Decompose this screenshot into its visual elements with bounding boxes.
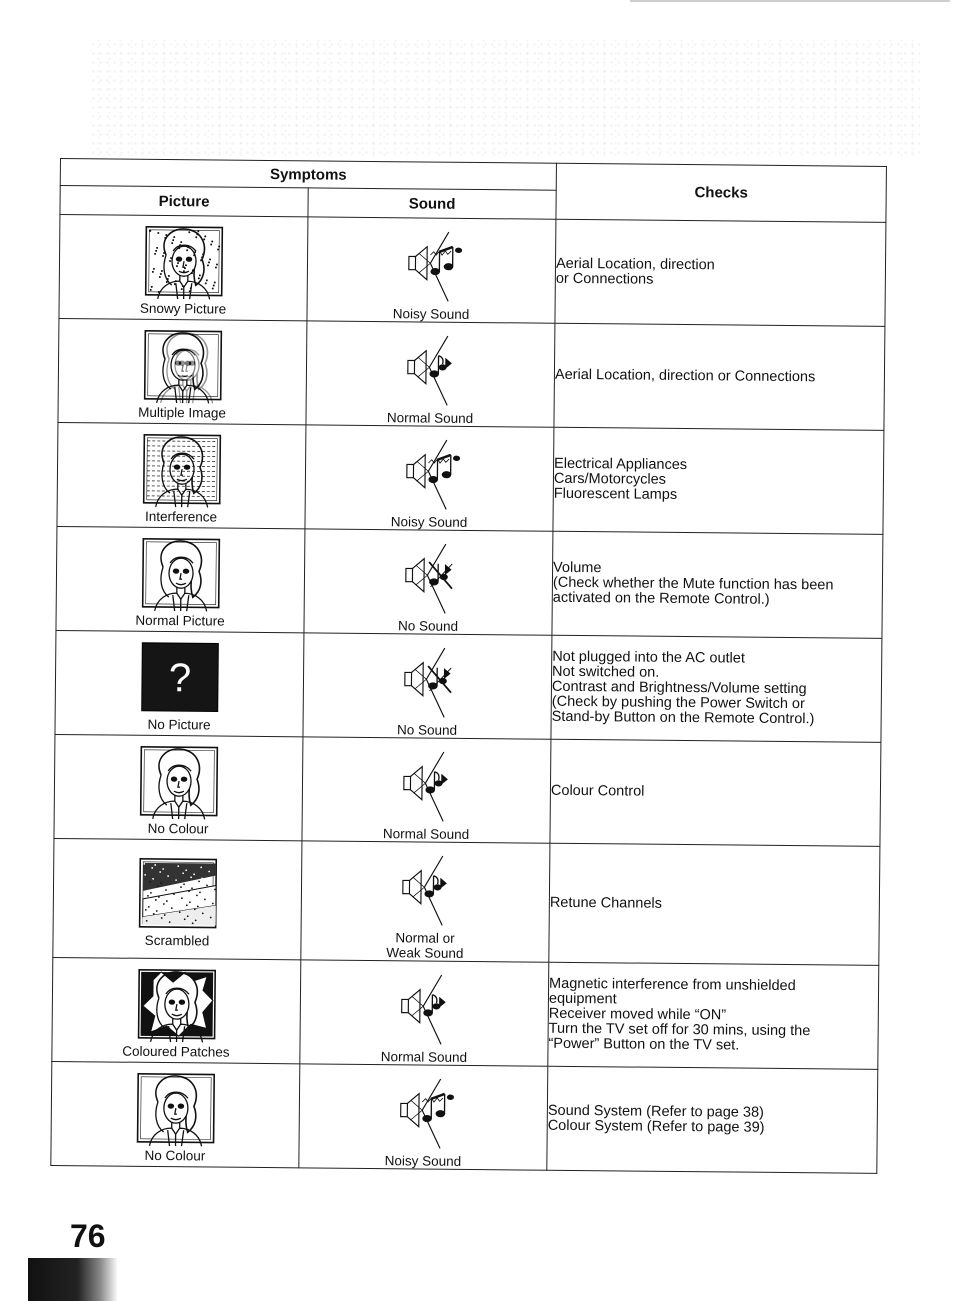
picture-caption: Coloured Patches [122,1043,230,1060]
page-number: 76 [70,1218,106,1254]
normal-sound-icon [382,971,467,1048]
normal-sound-icon [388,332,473,409]
picture-cell [51,1061,300,1167]
table-row [57,422,884,534]
scrambled-picture-icon [133,854,222,931]
check-line: Aerial Location, direction or Connections [554,366,816,386]
check-line: Colour Control [550,782,645,800]
sound-caption: Normal Sound [382,826,470,842]
coloured-patches-picture-icon [132,966,221,1043]
picture-caption: No Colour [144,1147,206,1164]
no-colour-picture-icon [134,743,223,820]
check-line: “Power” Button on the TV set. [548,1035,740,1054]
check-line: or Connections [555,270,654,288]
sound-caption: Normal Sound [386,410,474,426]
interference-picture-icon [137,431,226,508]
sound-cell [305,425,554,531]
sound-caption: Normal or Weak Sound [386,930,464,961]
table-row [59,215,886,327]
checks-cell [550,739,881,846]
check-line: Magnetic interference from unshielded [549,975,796,995]
sound-caption: Noisy Sound [392,306,470,322]
check-line: Aerial Location, direction [555,255,715,273]
sound-cell [300,960,549,1066]
multiple-image-icon [138,327,227,404]
check-line: Turn the TV set off for 30 mins, using the [548,1020,811,1040]
sound-cell [299,1064,548,1170]
checks-cell [548,962,879,1069]
picture-cell [53,838,302,959]
sound-header: Sound [308,188,556,219]
picture-caption: Normal Picture [135,612,225,629]
table-row [52,957,879,1069]
picture-caption: Scrambled [144,932,210,948]
no-picture-icon [135,639,224,716]
check-line: Not plugged into the AC outlet [552,648,745,667]
no-sound-icon [386,540,471,617]
checks-cell [553,427,884,534]
sound-caption: No Sound [397,618,459,634]
check-line: Fluorescent Lamps [553,485,678,503]
check-line: Electrical Appliances [554,455,688,474]
picture-caption: No Colour [147,820,209,837]
check-line: Cars/Motorcycles [553,470,667,488]
sound-cell [302,737,551,843]
svg-text:?: ? [168,656,191,701]
checks-cell [547,1066,878,1173]
picture-cell [54,734,303,840]
picture-cell [52,957,301,1063]
check-line: Not switched on. [552,663,660,681]
sound-cell [307,217,556,323]
sound-caption: No Sound [396,722,458,738]
check-line: Volume [553,559,602,577]
troubleshooting-table [50,158,887,1174]
snowy-picture-icon [139,223,228,300]
symptoms-header: Symptoms [60,159,556,191]
normal-sound-icon [383,852,468,929]
no-sound-icon [385,644,470,721]
checks-cell [555,219,886,326]
picture-cell [55,630,304,736]
check-line: (Check by pushing the Power Switch or [551,693,805,713]
picture-caption: Multiple Image [138,404,227,421]
table-row [56,526,883,638]
table-row [58,318,885,430]
check-line: Stand-by Button on the Remote Control.) [551,708,815,728]
checks-cell [551,635,882,742]
sound-caption: Normal Sound [380,1049,468,1065]
checks-cell [554,323,885,430]
sound-cell [303,633,552,739]
check-line: activated on the Remote Control.) [552,589,770,608]
sound-caption: Noisy Sound [384,1153,462,1169]
table-row [53,838,880,965]
check-line: Contrast and Brightness/Volume setting [551,678,807,698]
check-line: Colour System (Refer to page 39) [547,1117,765,1136]
sound-cell [301,841,550,962]
noisy-sound-icon [387,436,472,513]
table-row [55,630,882,742]
noisy-sound-icon [381,1075,466,1152]
normal-picture-icon [136,535,225,612]
table-row [54,734,881,846]
checks-header: Checks [556,163,887,222]
picture-header: Picture [60,186,308,217]
picture-cell [56,526,305,632]
check-line: (Check whether the Mute function has been [552,574,834,594]
checks-cell [552,531,883,638]
sound-cell [304,529,553,635]
normal-sound-icon [384,748,469,825]
picture-caption: No Picture [147,716,211,733]
table-row [51,1061,878,1173]
picture-caption: Interference [144,508,218,525]
picture-caption: Snowy Picture [139,300,227,317]
checks-cell [549,843,880,965]
picture-cell [59,215,308,321]
sound-cell [306,321,555,427]
check-line: Retune Channels [549,894,663,912]
noisy-sound-icon [389,228,474,305]
check-line: Sound System (Refer to page 38) [547,1102,764,1121]
check-line: Receiver moved while “ON” [548,1005,727,1024]
check-line: equipment [548,990,617,1008]
picture-cell [58,318,307,424]
scan-corner-mark [28,1258,118,1301]
scan-edge-line [630,0,950,2]
sound-caption: Noisy Sound [390,514,468,530]
scan-noise [90,40,920,160]
no-colour-picture-icon [131,1070,220,1147]
picture-cell [57,422,306,528]
